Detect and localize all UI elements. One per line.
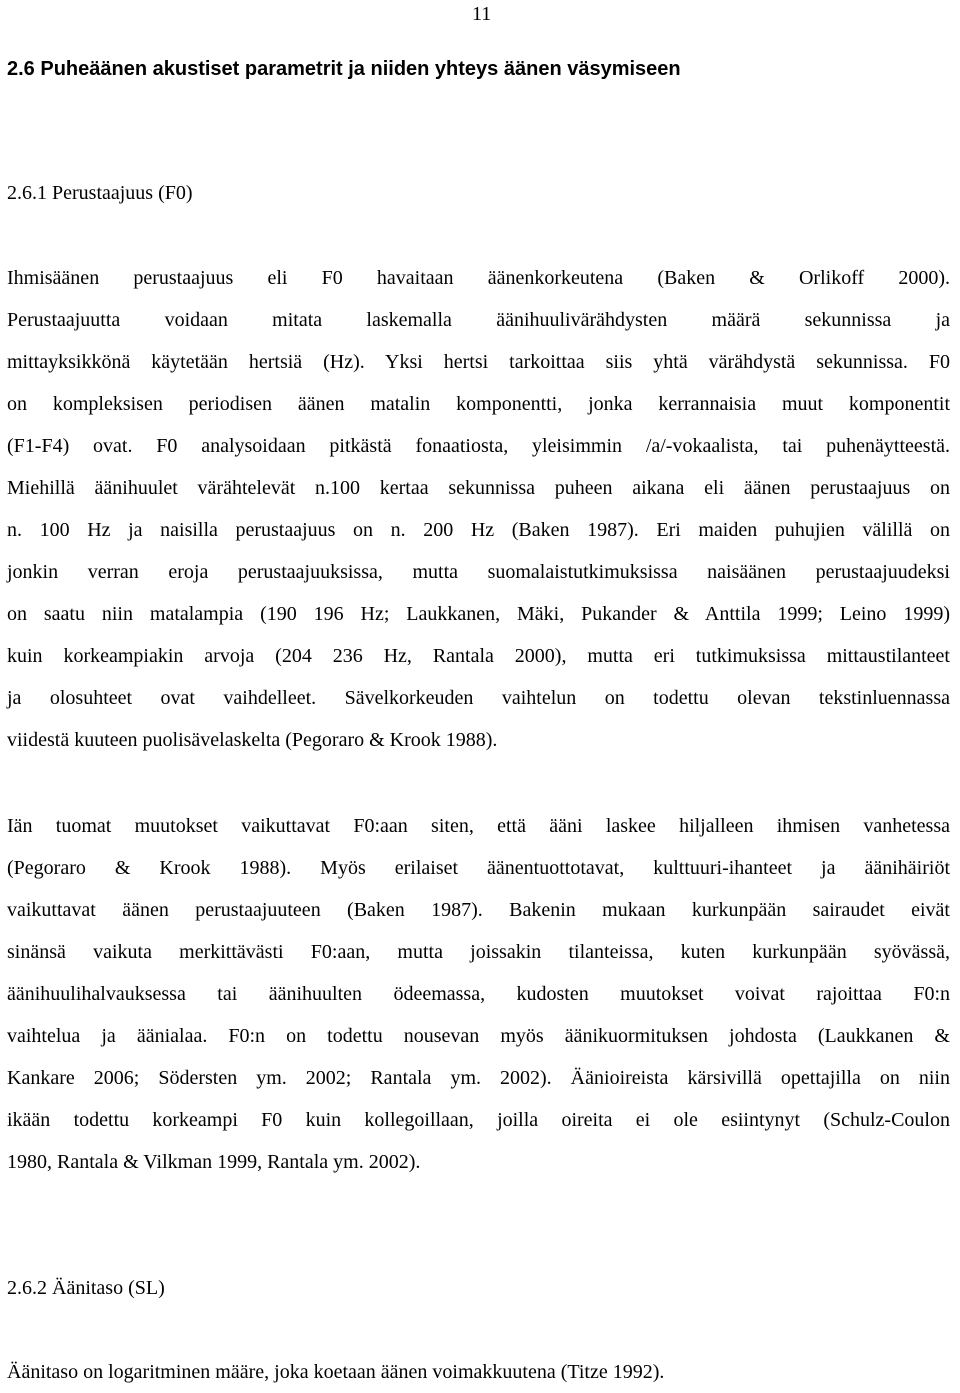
paragraph-line: Äänitaso on logaritminen määre, joka koetaan äänen voimakkuutena (Titze 1992). xyxy=(7,1361,665,1383)
paragraph-line: on saatu niin matalampia (190 196 Hz; Laukkanen, Mäki, Pukander & Anttila 1999; Leino 1999) xyxy=(7,603,950,625)
paragraph-line: jonkin verran eroja perustaajuuksissa, mutta suomalaistutkimuksissa naisäänen perustaajuudeksi xyxy=(7,561,950,583)
paragraph-line: 1980, Rantala & Vilkman 1999, Rantala ym. 2002). xyxy=(7,1151,421,1173)
paragraph-line: kuin korkeampiakin arvoja (204 236 Hz, Rantala 2000), mutta eri tutkimuksissa mittaustilanteet xyxy=(7,645,950,667)
page-number: 11 xyxy=(472,3,492,25)
paragraph-line: on kompleksisen periodisen äänen matalin komponentti, jonka kerrannaisia muut komponentit xyxy=(7,393,950,415)
paragraph-line: ja olosuhteet ovat vaihdelleet. Sävelkorkeuden vaihtelun on todettu olevan tekstinluennassa xyxy=(7,687,950,709)
paragraph-line: (F1-F4) ovat. F0 analysoidaan pitkästä fonaatiosta, yleisimmin /a/-vokaalista, tai puhenäytteestä. xyxy=(7,435,950,457)
paragraph-line: Perustaajuutta voidaan mitata laskemalla äänihuulivärähdysten määrä sekunnissa ja xyxy=(7,309,950,331)
paragraph-line: Ihmisäänen perustaajuus eli F0 havaitaan äänenkorkeutena (Baken & Orlikoff 2000). xyxy=(7,267,950,289)
paragraph-line: äänihuulihalvauksessa tai äänihuulten ödeemassa, kudosten muutokset voivat rajoittaa F0:n xyxy=(7,983,950,1005)
paragraph-line: sinänsä vaikuta merkittävästi F0:aan, mutta joissakin tilanteissa, kuten kurkunpään syövässä, xyxy=(7,941,950,963)
paragraph-line: ikään todettu korkeampi F0 kuin kollegoillaan, joilla oireita ei ole esiintynyt (Schulz-Coulon xyxy=(7,1109,950,1131)
paragraph-line: mittayksikkönä käytetään hertsiä (Hz). Yksi hertsi tarkoittaa siis yhtä värähdystä sekunnissa. F0 xyxy=(7,351,950,373)
paragraph-age-and-voice-effects xyxy=(7,805,950,1183)
subsection-heading-sound-level: 2.6.2 Äänitaso (SL) xyxy=(7,1277,165,1299)
paragraph-sound-level-definition xyxy=(7,1351,950,1393)
paragraph-line: (Pegoraro & Krook 1988). Myös erilaiset äänentuottotavat, kulttuuri-ihanteet ja äänihäiriöt xyxy=(7,857,950,879)
paragraph-fundamental-frequency-definition xyxy=(7,257,950,761)
paragraph-line: vaihtelua ja äänialaa. F0:n on todettu nousevan myös äänikuormituksen johdosta (Laukkanen & xyxy=(7,1025,950,1047)
paragraph-line: Kankare 2006; Södersten ym. 2002; Rantala ym. 2002). Äänioireista kärsivillä opettajilla on niin xyxy=(7,1067,950,1089)
paragraph-line: Iän tuomat muutokset vaikuttavat F0:aan siten, että ääni laskee hiljalleen ihmisen vanhetessa xyxy=(7,815,950,837)
paragraph-line: viidestä kuuteen puolisävelaskelta (Pegoraro & Krook 1988). xyxy=(7,729,498,751)
paragraph-line: n. 100 Hz ja naisilla perustaajuus on n. 200 Hz (Baken 1987). Eri maiden puhujien välillä on xyxy=(7,519,950,541)
paragraph-line: vaikuttavat äänen perustaajuuteen (Baken 1987). Bakenin mukaan kurkunpään sairaudet eivät xyxy=(7,899,950,921)
subsection-heading-fundamental-frequency: 2.6.1 Perustaajuus (F0) xyxy=(7,182,193,204)
section-heading: 2.6 Puheäänen akustiset parametrit ja niiden yhteys äänen väsymiseen xyxy=(7,58,681,80)
paragraph-line: Miehillä äänihuulet värähtelevät n.100 kertaa sekunnissa puheen aikana eli äänen perustaajuus on xyxy=(7,477,950,499)
